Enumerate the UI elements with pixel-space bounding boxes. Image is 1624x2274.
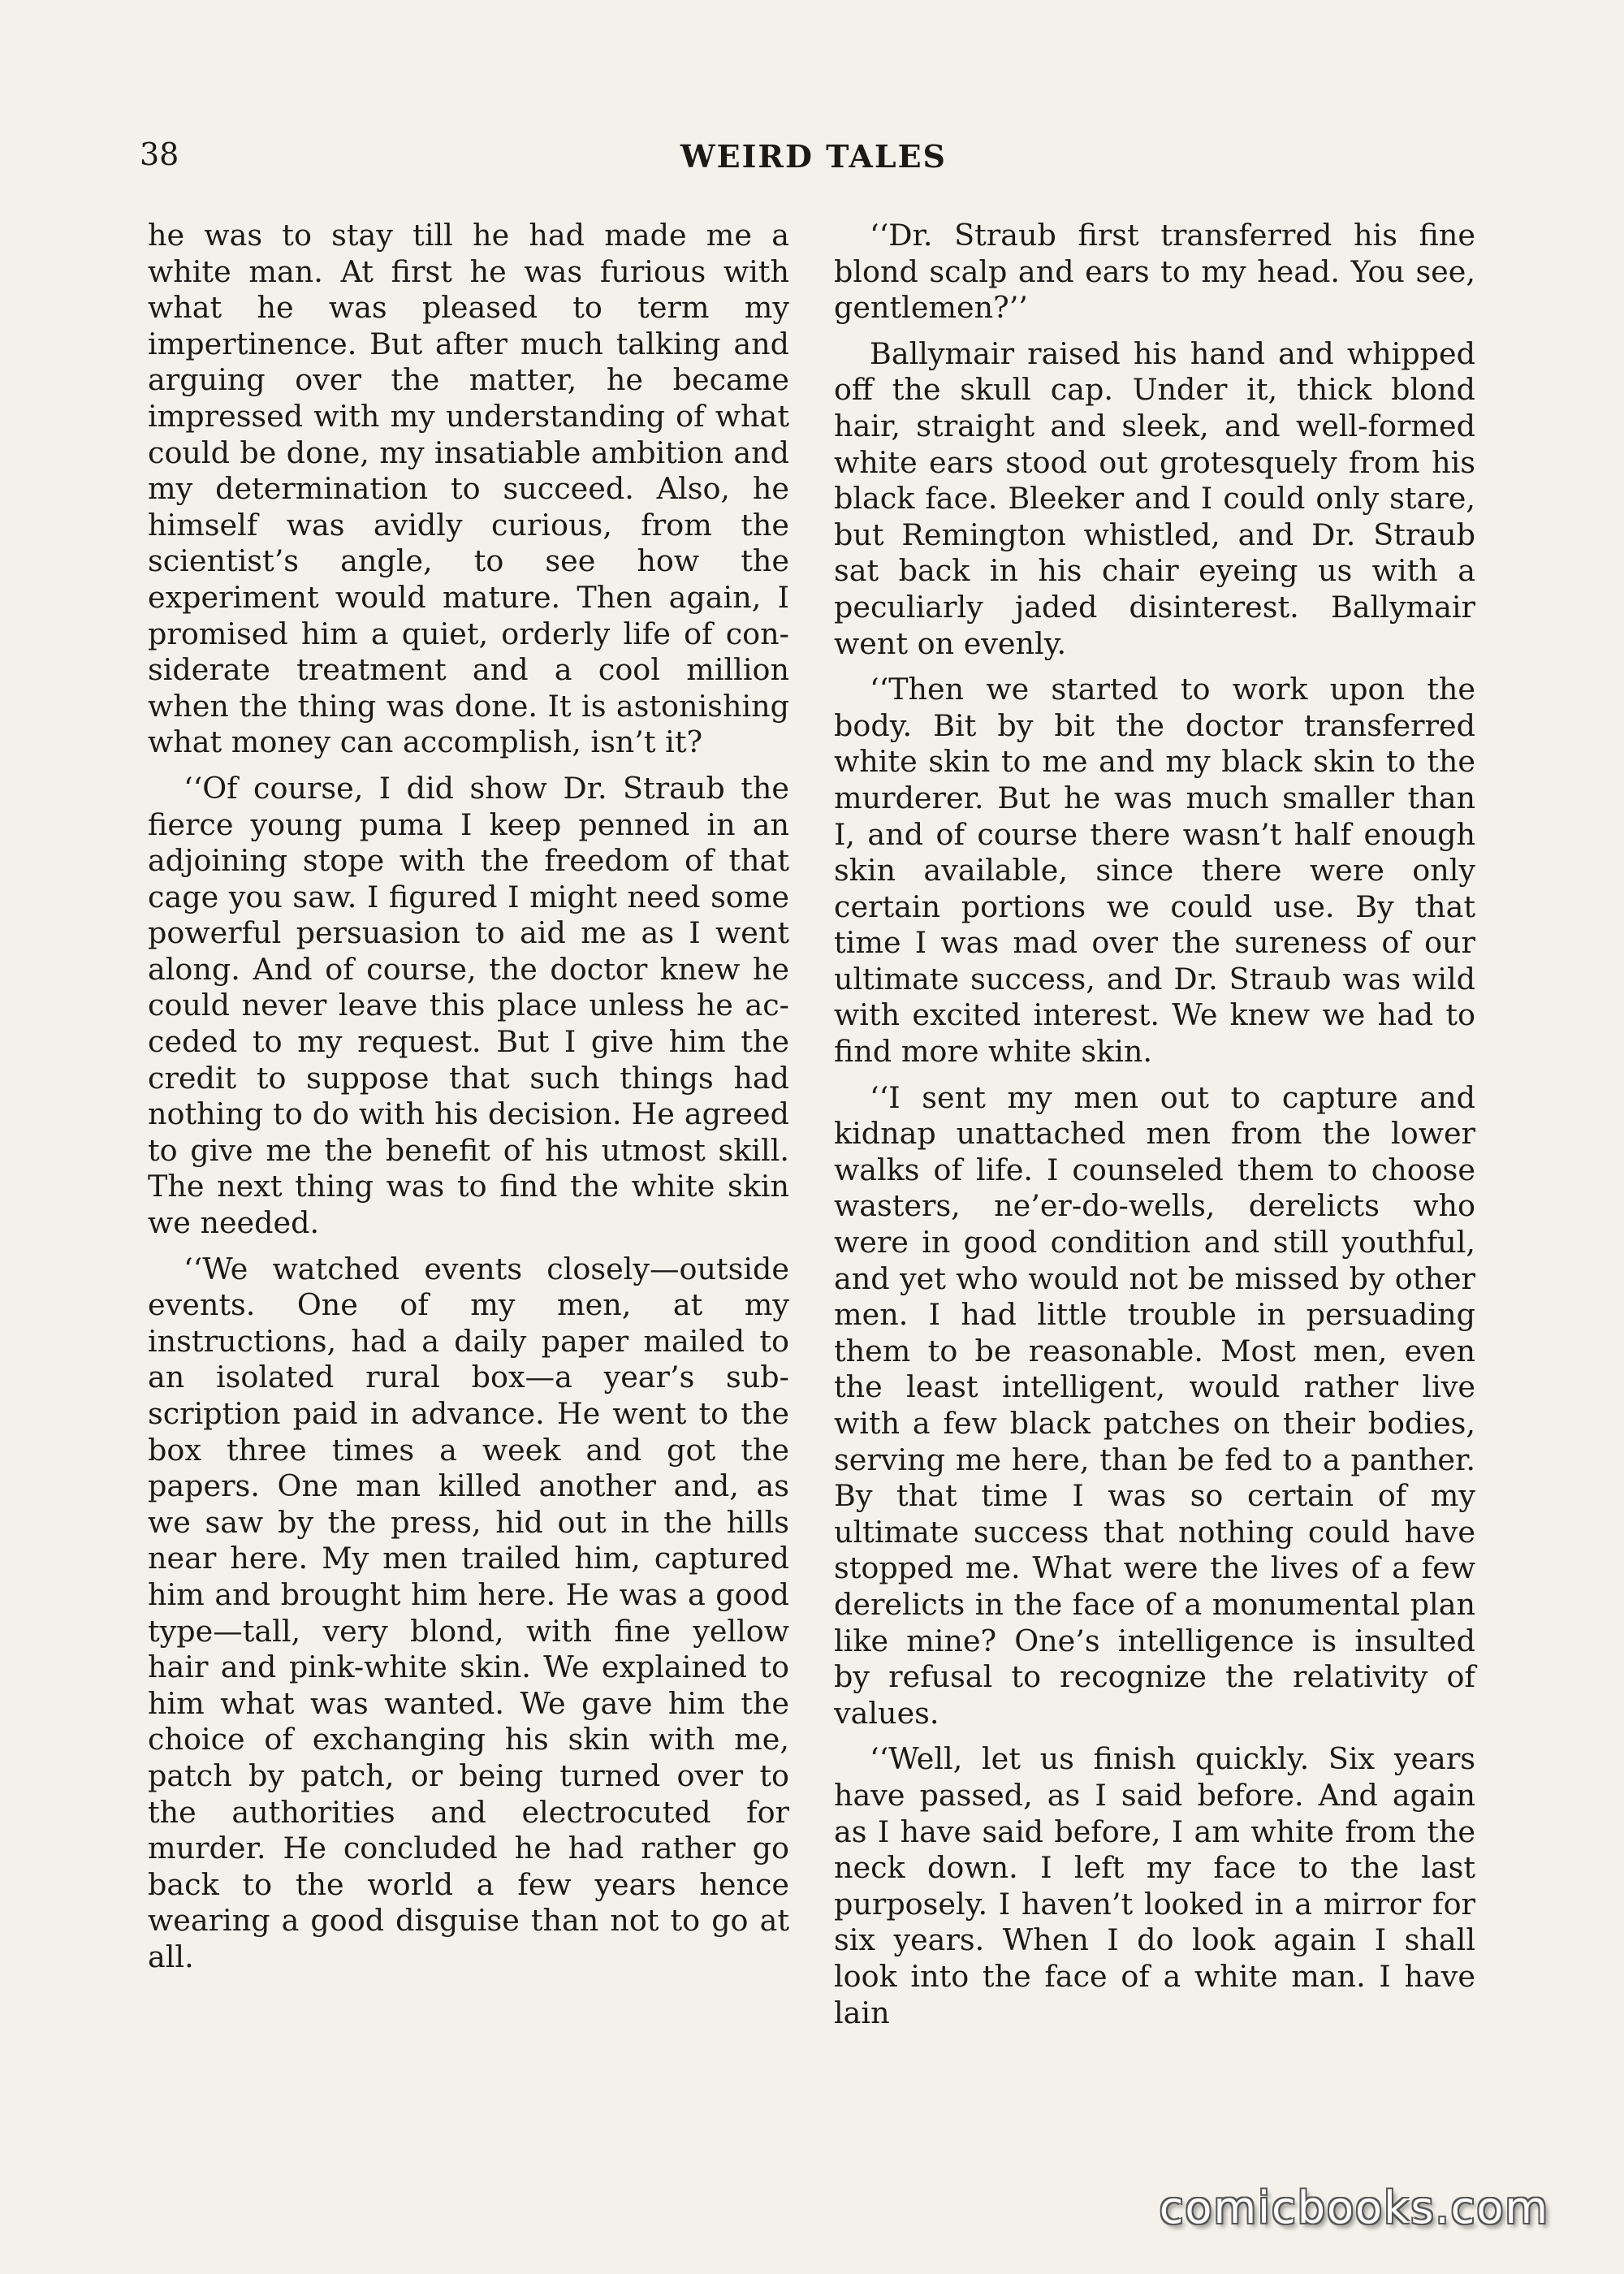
paragraph: ‘‘Well, let us finish quickly. Six years have passed, as I said before. And again as I have said before, I am white from the neck down. I left my face to the last purposely. I haven’t looked in a mirror for six years. When I do look again I shall look into the face of a white man. I have lain bbox=[834, 1741, 1475, 2030]
watermark: comicbooks.com bbox=[1159, 2182, 1549, 2233]
page-header bbox=[140, 136, 1488, 185]
left-column bbox=[148, 218, 789, 1986]
paragraph: ‘‘Dr. Straub first transferred his fine blond scalp and ears to my head. You see, gentlemen?’’ bbox=[834, 218, 1475, 326]
paragraph: ‘‘I sent my men out to capture and kidnap unattached men from the lower walks of life. I counseled them to choose wasters, ne’er-do-wells, derelicts who were in good condition and still youthful, and yet who would not be missed by other men. I had little trouble in persuading them to be reasonable. Most men, even the least intelligent, would rather live with a few black patches on their bodies, serving me here, than be fed to a panther. By that time I was so certain of my ultimate success that nothing could have stopped me. What were the lives of a few derelicts in the face of a monumental plan like mine? One’s intelligence is insulted by refusal to recognize the relativity of values. bbox=[834, 1079, 1475, 1731]
page-number: 38 bbox=[140, 136, 179, 172]
paragraph: Ballymair raised his hand and whipped off the skull cap. Under it, thick blond hair, straight and sleek, and well-formed white ears stood out grotesquely from his black face. Bleeker and I could only stare, but Remington whistled, and Dr. Straub sat back in his chair eyeing us with a peculiarly jaded disinterest. Ballymair went on evenly. bbox=[834, 335, 1475, 661]
paragraph: he was to stay till he had made me a white man. At first he was furious with what he was pleased to term my impertinence. But after much talking and arguing over the matter, he became impressed with my understanding of what could be done, my insatiable ambition and my determination to succeed. Also, he himself was avidly curious, from the scientist’s angle, to see how the experiment would mature. Then again, I promised him a quiet, orderly life of considerate treatment and a cool million when the thing was done. It is astonishing what money can accomplish, isn’t it? bbox=[148, 218, 789, 760]
running-head: WEIRD TALES bbox=[680, 138, 947, 175]
paragraph: ‘‘Of course, I did show Dr. Straub the fierce young puma I keep penned in an adjoining stope with the freedom of that cage you saw. I figured I might need some powerful persuasion to aid me as I went along. And of course, the doctor knew he could never leave this place unless he acceded to my request. But I give him the credit to suppose that such things had nothing to do with his decision. He agreed to give me the benefit of his utmost skill. The next thing was to find the white skin we needed. bbox=[148, 770, 789, 1241]
paragraph: ‘‘We watched events closely—outside events. One of my men, at my instructions, had a daily paper mailed to an isolated rural box—a year’s subscription paid in advance. He went to the box three times a week and got the papers. One man killed another and, as we saw by the press, hid out in the hills near here. My men trailed him, captured him and brought him here. He was a good type—tall, very blond, with fine yellow hair and pink-white skin. We explained to him what was wanted. We gave him the choice of exchanging his skin with me, patch by patch, or being turned over to the authorities and electrocuted for murder. He concluded he had rather go back to the world a few years hence wearing a good disguise than not to go at all. bbox=[148, 1251, 789, 1974]
paragraph: ‘‘Then we started to work upon the body. Bit by bit the doctor transferred white skin to me and my black skin to the murderer. But he was much smaller than I, and of course there wasn’t half enough skin available, since there were only certain portions we could use. By that time I was mad over the sureness of our ultimate success, and Dr. Straub was wild with excited interest. We knew we had to find more white skin. bbox=[834, 672, 1475, 1070]
right-column bbox=[834, 218, 1475, 2041]
